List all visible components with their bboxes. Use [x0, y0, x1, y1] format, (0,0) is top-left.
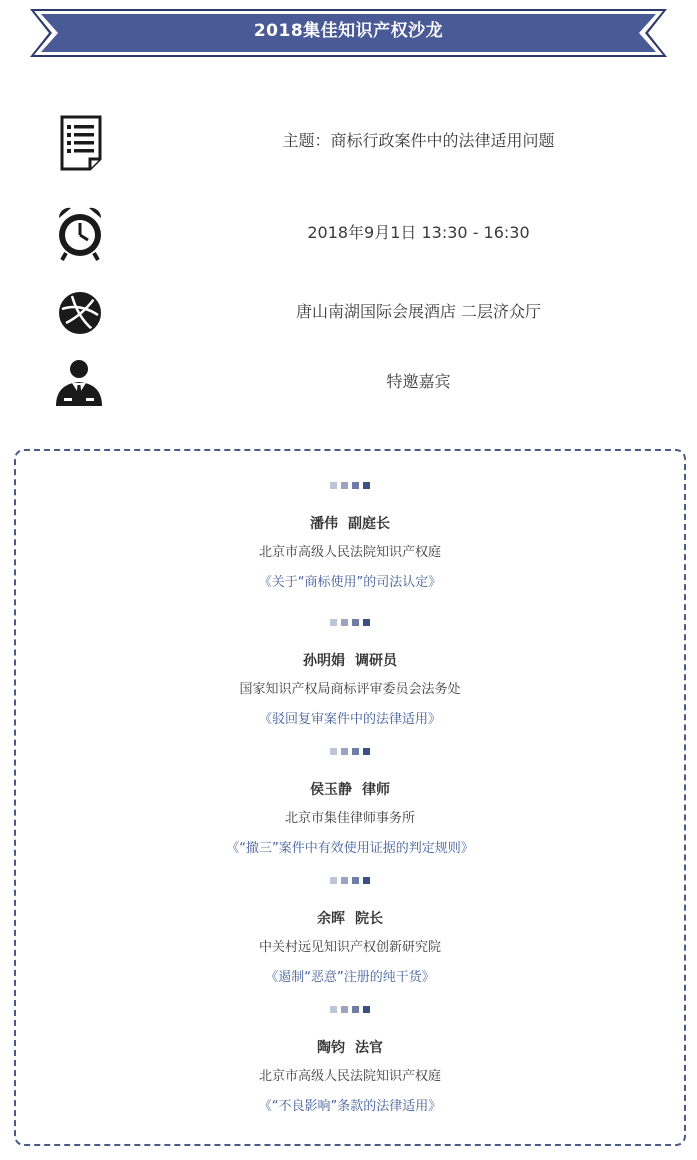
- date-time-text: 2018年9月1日 13:30 - 16:30: [307, 223, 530, 242]
- speaker-name: 余晖 院长: [317, 911, 383, 927]
- globe-icon: [52, 289, 108, 345]
- speaker-topic: 《“不良影响”条款的法律适用》: [258, 1099, 442, 1114]
- guests-heading: 特邀嘉宾: [386, 372, 451, 391]
- speaker-organization: 北京市集佳律师事务所: [284, 811, 415, 826]
- alarm-clock-icon: [52, 203, 108, 259]
- speaker-topic: 《“撤三”案件中有效使用证据的判定规则》: [226, 841, 474, 856]
- speaker-card: [16, 877, 684, 987]
- topic-text: 主题：商标行政案件中的法律适用问题: [282, 131, 555, 150]
- speaker-organization: 北京市高级人民法院知识产权庭: [258, 545, 441, 560]
- speaker-organization: 中关村远见知识产权创新研究院: [258, 940, 441, 955]
- page-title: 2018集佳知识产权沙龙: [253, 21, 444, 41]
- speaker-name: 潘伟 副庭长: [310, 516, 390, 532]
- speaker-topic: 《遏制“恶意”注册的纯干货》: [265, 970, 435, 985]
- speaker-card: [16, 619, 684, 729]
- info-row-topic: [0, 113, 697, 173]
- venue-text: 唐山南湖国际会展酒店 二层济众厅: [295, 302, 542, 321]
- divider-dots: [16, 748, 684, 756]
- divider-dots: [16, 1006, 684, 1014]
- speaker-name: 孙明娟 调研员: [303, 653, 397, 669]
- info-row-time: [0, 203, 697, 265]
- info-row-guests: [0, 358, 697, 410]
- speakers-panel: [14, 449, 686, 1146]
- speaker-organization: 国家知识产权局商标评审委员会法务处: [239, 682, 461, 697]
- divider-dots: [16, 877, 684, 885]
- speaker-card: [16, 482, 684, 592]
- speaker-card: [16, 748, 684, 858]
- speaker-organization: 北京市高级人民法院知识产权庭: [258, 1069, 441, 1084]
- divider-dots: [16, 482, 684, 490]
- businessman-icon: [52, 358, 108, 414]
- divider-dots: [16, 619, 684, 627]
- title-banner: [0, 0, 697, 60]
- speaker-name: 陶钧 法官: [317, 1040, 383, 1056]
- speaker-topic: 《关于“商标使用”的司法认定》: [258, 575, 442, 590]
- speaker-card: [16, 1006, 684, 1116]
- document-icon: [52, 113, 108, 169]
- speaker-name: 侯玉静 律师: [310, 782, 390, 798]
- info-row-venue: [0, 289, 697, 339]
- speaker-topic: 《驳回复审案件中的法律适用》: [258, 712, 441, 727]
